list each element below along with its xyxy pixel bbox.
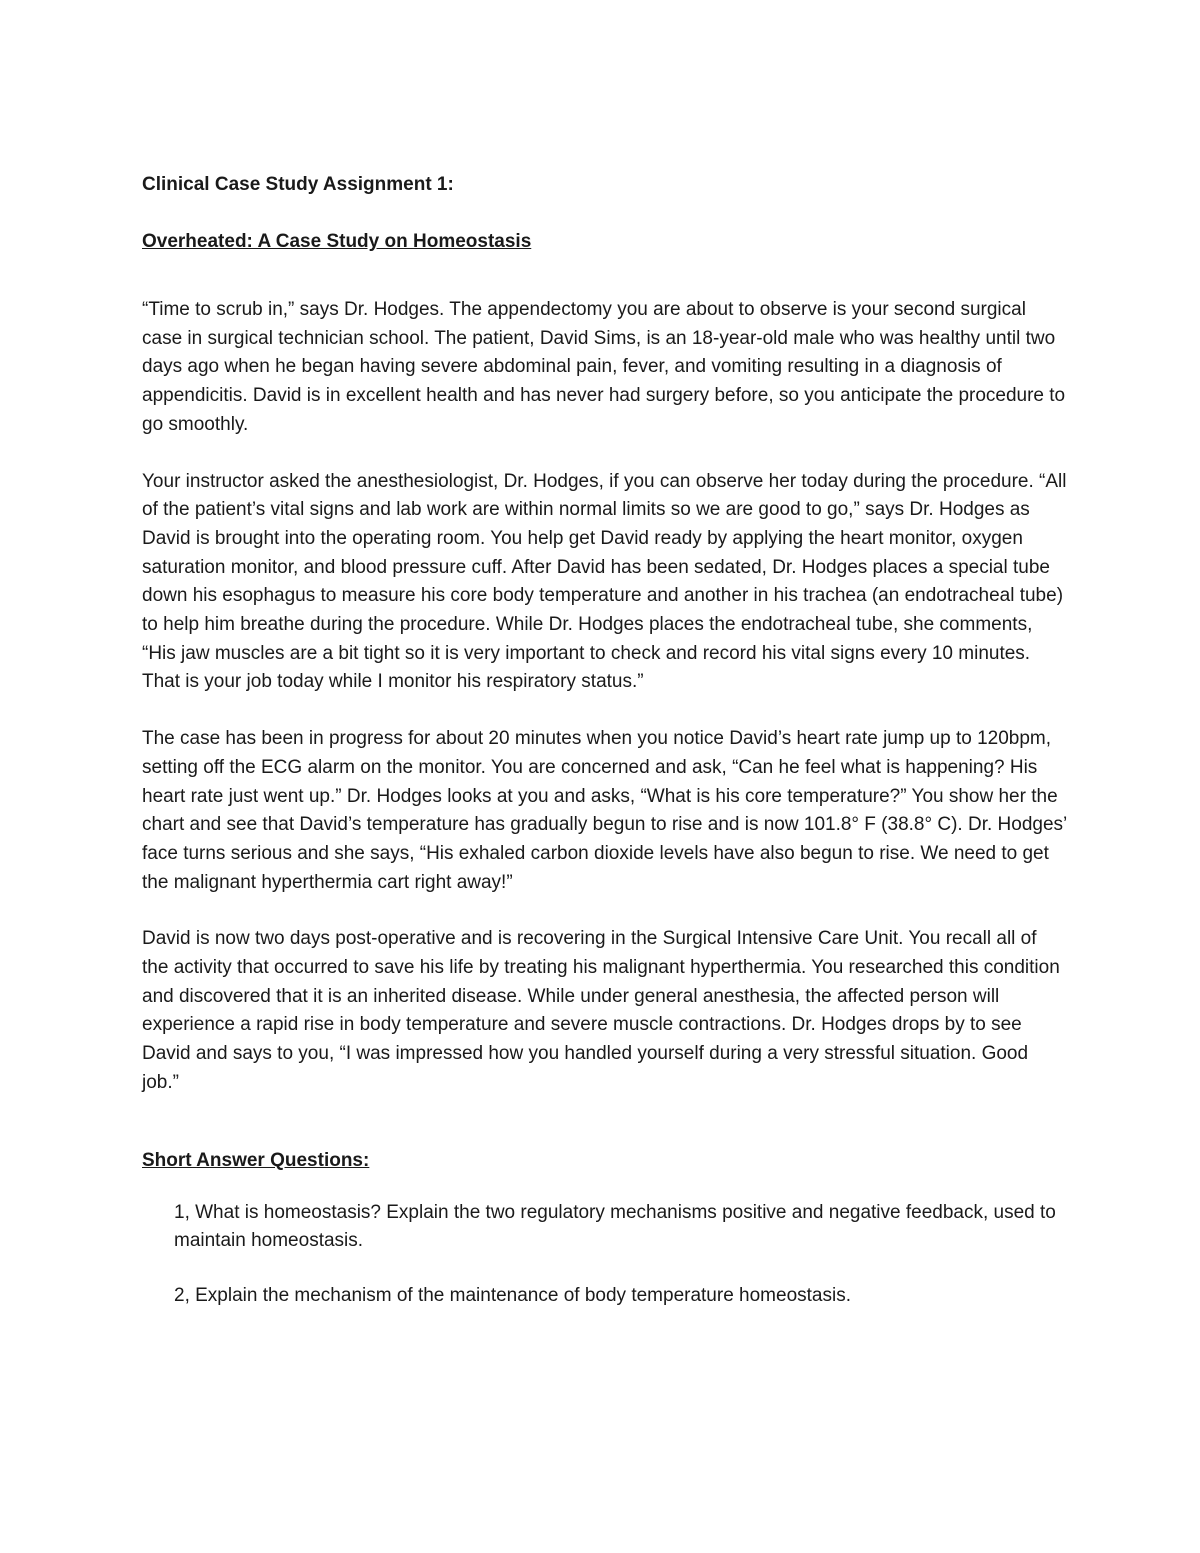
document-body — [142, 170, 1067, 1337]
questions-heading: Short Answer Questions: — [142, 1149, 370, 1171]
paragraph-complication: The case has been in progress for about 20 minutes when you notice David’s heart rate jump up to 120bpm, setting off the ECG alarm on the monitor. You are concerned and ask, “Can he feel what is happening? His heart rate just went up.” Dr. Hodges looks at you and asks, “What is his core temperature?” You show her the chart and see that David’s temperature has gradually begun to rise and is now 101.8° F (38.8° C). Dr. Hodges’ face turns serious and she says, “His exhaled carbon dioxide levels have also begun to rise. We need to get the malignant hyperthermia cart right away!” — [142, 728, 1067, 893]
paragraph-intro: “Time to scrub in,” says Dr. Hodges. The appendectomy you are about to observe is your second surgical case in surgical technician school. The patient, David Sims, is an 18-year-old male who was healthy until two days ago when he began having severe abdominal pain, fever, and vomiting resulting in a diagnosis of appendicitis. David is in excellent health and has never had surgery before, so you anticipate the procedure to go smoothly. — [142, 299, 1066, 435]
questions-list — [174, 1199, 1067, 1311]
question-item: 2, Explain the mechanism of the maintenance of body temperature homeostasis. — [174, 1284, 851, 1306]
paragraph-procedure: Your instructor asked the anesthesiologist, Dr. Hodges, if you can observe her today during the procedure. “All of the patient’s vital signs and lab work are within normal limits so we are good to go,” says Dr. Hodges as David is brought into the operating room. You help get David ready by applying the heart monitor, oxygen saturation monitor, and blood pressure cuff. After David has been sedated, Dr. Hodges places a special tube down his esophagus to measure his core body temperature and another in his trachea (an endotracheal tube) to help him breathe during the procedure. While Dr. Hodges places the endotracheal tube, she comments, “His jaw muscles are a bit tight so it is very important to check and record his vital signs every 10 minutes. That is your job today while I monitor his respiratory status.” — [142, 470, 1067, 693]
case-study-subtitle: Overheated: A Case Study on Homeostasis — [142, 231, 532, 252]
document-title: Clinical Case Study Assignment 1: — [142, 174, 454, 195]
paragraph-recovery: David is now two days post-operative and is recovering in the Surgical Intensive Care Unit. You recall all of the activity that occurred to save his life by treating his malignant hyperthermia. You researched this condition and discovered that it is an inherited disease. While under general anesthesia, the affected person will experience a rapid rise in body temperature and severe muscle contractions. Dr. Hodges drops by to see David and says to you, “I was impressed how you handled yourself during a very stressful situation. Good job.” — [142, 928, 1060, 1093]
question-item: 1, What is homeostasis? Explain the two regulatory mechanisms positive and negative feedback, used to maintain homeostasis. — [174, 1201, 1056, 1252]
